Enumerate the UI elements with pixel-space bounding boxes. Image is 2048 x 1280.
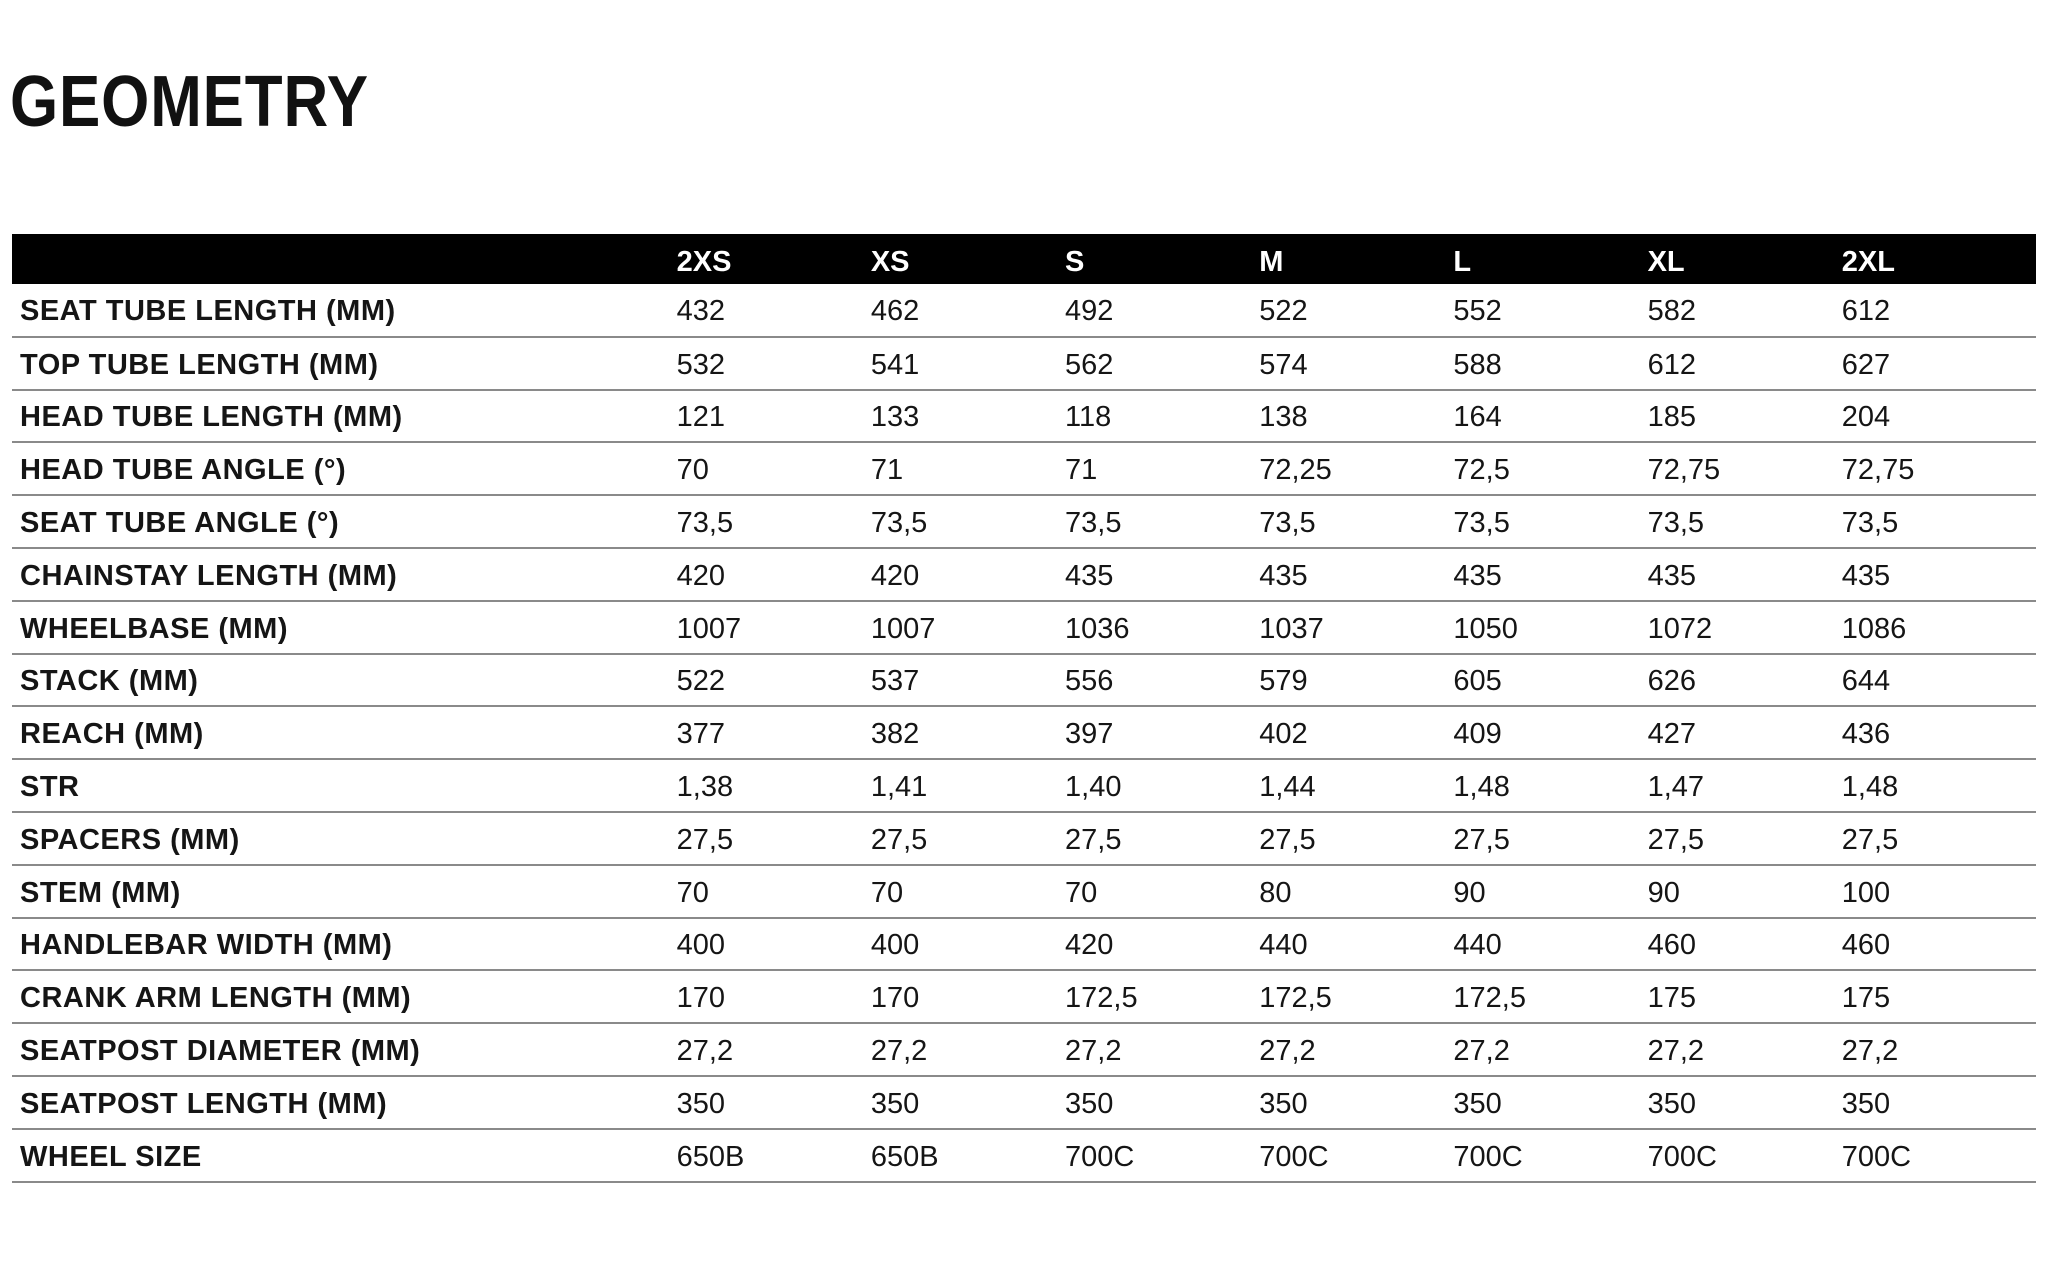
table-cell: 402 (1259, 718, 1308, 751)
table-cell: 27,2 (870, 1035, 928, 1068)
table-cell: 588 (1453, 348, 1502, 381)
table-row (12, 865, 2036, 918)
table-cell: 700C (1453, 1140, 1523, 1173)
table-cell: 175 (1647, 982, 1696, 1015)
table-cell: 27,2 (676, 1035, 734, 1068)
table-cell: 164 (1453, 401, 1502, 434)
table-cell: 492 (1065, 295, 1114, 328)
table-cell: 71 (1065, 454, 1098, 487)
table-cell: 627 (1841, 348, 1891, 381)
row-label: HEAD TUBE ANGLE (°) (20, 454, 347, 487)
table-cell: 1,47 (1647, 771, 1705, 804)
table-cell: 1,48 (1841, 771, 1899, 804)
table-cell: 462 (870, 295, 920, 328)
table-cell: 175 (1841, 982, 1891, 1015)
table-cell: 1,40 (1065, 771, 1122, 804)
table-cell: 644 (1841, 665, 1891, 698)
table-cell: 562 (1065, 348, 1114, 381)
table-row (12, 654, 2036, 707)
table-cell: 1037 (1259, 612, 1324, 645)
table-cell: 121 (676, 401, 726, 434)
table-cell: 435 (1841, 559, 1891, 592)
table-cell: 1036 (1065, 612, 1130, 645)
table-cell: 73,5 (676, 507, 734, 540)
table-cell: 541 (870, 348, 920, 381)
table-cell: 377 (676, 718, 726, 751)
table-cell: 70 (676, 454, 709, 487)
table-row (12, 495, 2036, 548)
table-cell: 73,5 (1841, 507, 1899, 540)
table-row (12, 390, 2036, 443)
table-cell: 185 (1647, 401, 1696, 434)
table-cell: 350 (1453, 1087, 1502, 1120)
table-cell: 27,5 (1259, 823, 1316, 856)
row-label: REACH (MM) (20, 718, 204, 751)
table-row (12, 970, 2036, 1023)
table-cell: 1,48 (1453, 771, 1510, 804)
header-size-cell: 2XL (1841, 245, 1895, 278)
table-cell: 1,44 (1259, 771, 1316, 804)
table-cell: 460 (1841, 929, 1891, 962)
table-cell: 420 (1065, 929, 1114, 962)
table-cell: 435 (1647, 559, 1696, 592)
header-size-cell: S (1065, 245, 1085, 278)
table-cell: 73,5 (1259, 507, 1316, 540)
table-cell: 552 (1453, 295, 1502, 328)
table-cell: 1007 (870, 612, 936, 645)
table-cell: 350 (1065, 1087, 1114, 1120)
table-cell: 1072 (1647, 612, 1713, 645)
table-cell: 204 (1841, 401, 1891, 434)
row-label: HEAD TUBE LENGTH (MM) (20, 401, 403, 434)
row-label: STACK (MM) (20, 665, 199, 698)
row-label: CHAINSTAY LENGTH (MM) (20, 559, 398, 592)
table-cell: 522 (676, 665, 726, 698)
table-cell: 170 (870, 982, 920, 1015)
table-cell: 27,2 (1647, 1035, 1705, 1068)
table-cell: 1086 (1841, 612, 1907, 645)
table-cell: 27,5 (1065, 823, 1122, 856)
table-cell: 350 (1647, 1087, 1696, 1120)
table-row (12, 337, 2036, 390)
table-cell: 700C (1841, 1140, 1912, 1173)
page-title: GEOMETRY (10, 62, 369, 142)
row-label: WHEELBASE (MM) (20, 612, 288, 645)
table-cell: 27,2 (1453, 1035, 1510, 1068)
table-cell: 27,5 (676, 823, 734, 856)
table-cell: 420 (676, 559, 726, 592)
row-label: WHEEL SIZE (20, 1140, 202, 1173)
header-size-cell: XS (870, 245, 910, 278)
table-cell: 70 (1065, 876, 1098, 909)
table-cell: 138 (1259, 401, 1308, 434)
row-label: TOP TUBE LENGTH (MM) (20, 348, 379, 381)
row-label: SEATPOST LENGTH (MM) (20, 1087, 388, 1120)
table-row (12, 442, 2036, 495)
table-cell: 460 (1647, 929, 1696, 962)
table-row (12, 1023, 2036, 1076)
table-row (12, 812, 2036, 865)
table-cell: 70 (870, 876, 904, 909)
table-cell: 73,5 (870, 507, 928, 540)
table-cell: 579 (1259, 665, 1308, 698)
table-row (12, 706, 2036, 759)
table-cell: 27,5 (1841, 823, 1899, 856)
table-cell: 435 (1065, 559, 1114, 592)
table-body (12, 284, 2036, 1182)
table-cell: 650B (676, 1140, 745, 1173)
table-cell: 72,5 (1453, 454, 1510, 487)
table-cell: 400 (870, 929, 920, 962)
table-cell: 409 (1453, 718, 1502, 751)
table-cell: 80 (1259, 876, 1292, 909)
table-cell: 27,5 (870, 823, 928, 856)
table-cell: 626 (1647, 665, 1696, 698)
table-cell: 612 (1841, 295, 1891, 328)
table-cell: 90 (1647, 876, 1680, 909)
table-cell: 1,41 (870, 771, 928, 804)
table-cell: 650B (870, 1140, 939, 1173)
table-header-row (12, 234, 2036, 284)
table-cell: 72,25 (1259, 454, 1332, 487)
table-cell: 27,2 (1841, 1035, 1899, 1068)
table-cell: 700C (1647, 1140, 1717, 1173)
geometry-table (12, 234, 2036, 1183)
table-cell: 172,5 (1453, 982, 1526, 1015)
table-cell: 427 (1647, 718, 1696, 751)
table-cell: 350 (676, 1087, 726, 1120)
table-cell: 170 (676, 982, 726, 1015)
row-label: CRANK ARM LENGTH (MM) (20, 982, 412, 1015)
header-label-cell (12, 234, 677, 284)
table-cell: 440 (1259, 929, 1308, 962)
table-cell: 133 (870, 401, 920, 434)
row-label: HANDLEBAR WIDTH (MM) (20, 929, 393, 962)
row-label: STEM (MM) (20, 876, 181, 909)
table-cell: 400 (676, 929, 726, 962)
table-cell: 350 (870, 1087, 920, 1120)
table-cell: 397 (1065, 718, 1114, 751)
table-row (12, 1076, 2036, 1129)
table-cell: 440 (1453, 929, 1502, 962)
table-cell: 27,5 (1647, 823, 1705, 856)
table-row (12, 1129, 2036, 1182)
table-cell: 532 (676, 348, 726, 381)
row-label: SEAT TUBE LENGTH (MM) (20, 295, 396, 328)
table-cell: 605 (1453, 665, 1502, 698)
table-cell: 118 (1065, 401, 1112, 434)
table-cell: 435 (1453, 559, 1502, 592)
table-cell: 612 (1647, 348, 1696, 381)
table-row (12, 918, 2036, 971)
table-row (12, 759, 2036, 812)
table-row (12, 601, 2036, 654)
table-cell: 420 (870, 559, 920, 592)
table-row (12, 548, 2036, 601)
header-size-cell: 2XS (676, 245, 732, 278)
table-cell: 172,5 (1065, 982, 1138, 1015)
header-size-cell: XL (1647, 245, 1685, 278)
table-cell: 522 (1259, 295, 1308, 328)
row-label: SEAT TUBE ANGLE (°) (20, 507, 340, 540)
table-cell: 700C (1065, 1140, 1135, 1173)
header-size-cell: L (1453, 245, 1472, 278)
table-cell: 72,75 (1647, 454, 1721, 487)
table-row (12, 284, 2036, 337)
table-cell: 432 (676, 295, 726, 328)
table-cell: 27,5 (1453, 823, 1510, 856)
table-cell: 350 (1259, 1087, 1308, 1120)
table-cell: 350 (1841, 1087, 1891, 1120)
table-cell: 27,2 (1259, 1035, 1316, 1068)
table-cell: 73,5 (1065, 507, 1122, 540)
table-cell: 1007 (676, 612, 742, 645)
table-cell: 537 (870, 665, 920, 698)
header-size-cell: M (1259, 245, 1284, 278)
table-cell: 100 (1841, 876, 1891, 909)
table-cell: 172,5 (1259, 982, 1332, 1015)
table-cell: 582 (1647, 295, 1696, 328)
table-cell: 72,75 (1841, 454, 1915, 487)
table-cell: 436 (1841, 718, 1891, 751)
table-cell: 27,2 (1065, 1035, 1122, 1068)
table-cell: 1050 (1453, 612, 1518, 645)
table-cell: 382 (870, 718, 920, 751)
row-label: SEATPOST DIAMETER (MM) (20, 1035, 421, 1068)
table-cell: 556 (1065, 665, 1114, 698)
table-cell: 73,5 (1453, 507, 1510, 540)
table-cell: 700C (1259, 1140, 1329, 1173)
row-label: STR (20, 771, 80, 804)
table-cell: 574 (1259, 348, 1308, 381)
table-cell: 90 (1453, 876, 1486, 909)
table-cell: 73,5 (1647, 507, 1705, 540)
table-cell: 70 (676, 876, 709, 909)
table-cell: 1,38 (676, 771, 734, 804)
table-cell: 435 (1259, 559, 1308, 592)
table-cell: 71 (870, 454, 904, 487)
row-label: SPACERS (MM) (20, 823, 240, 856)
